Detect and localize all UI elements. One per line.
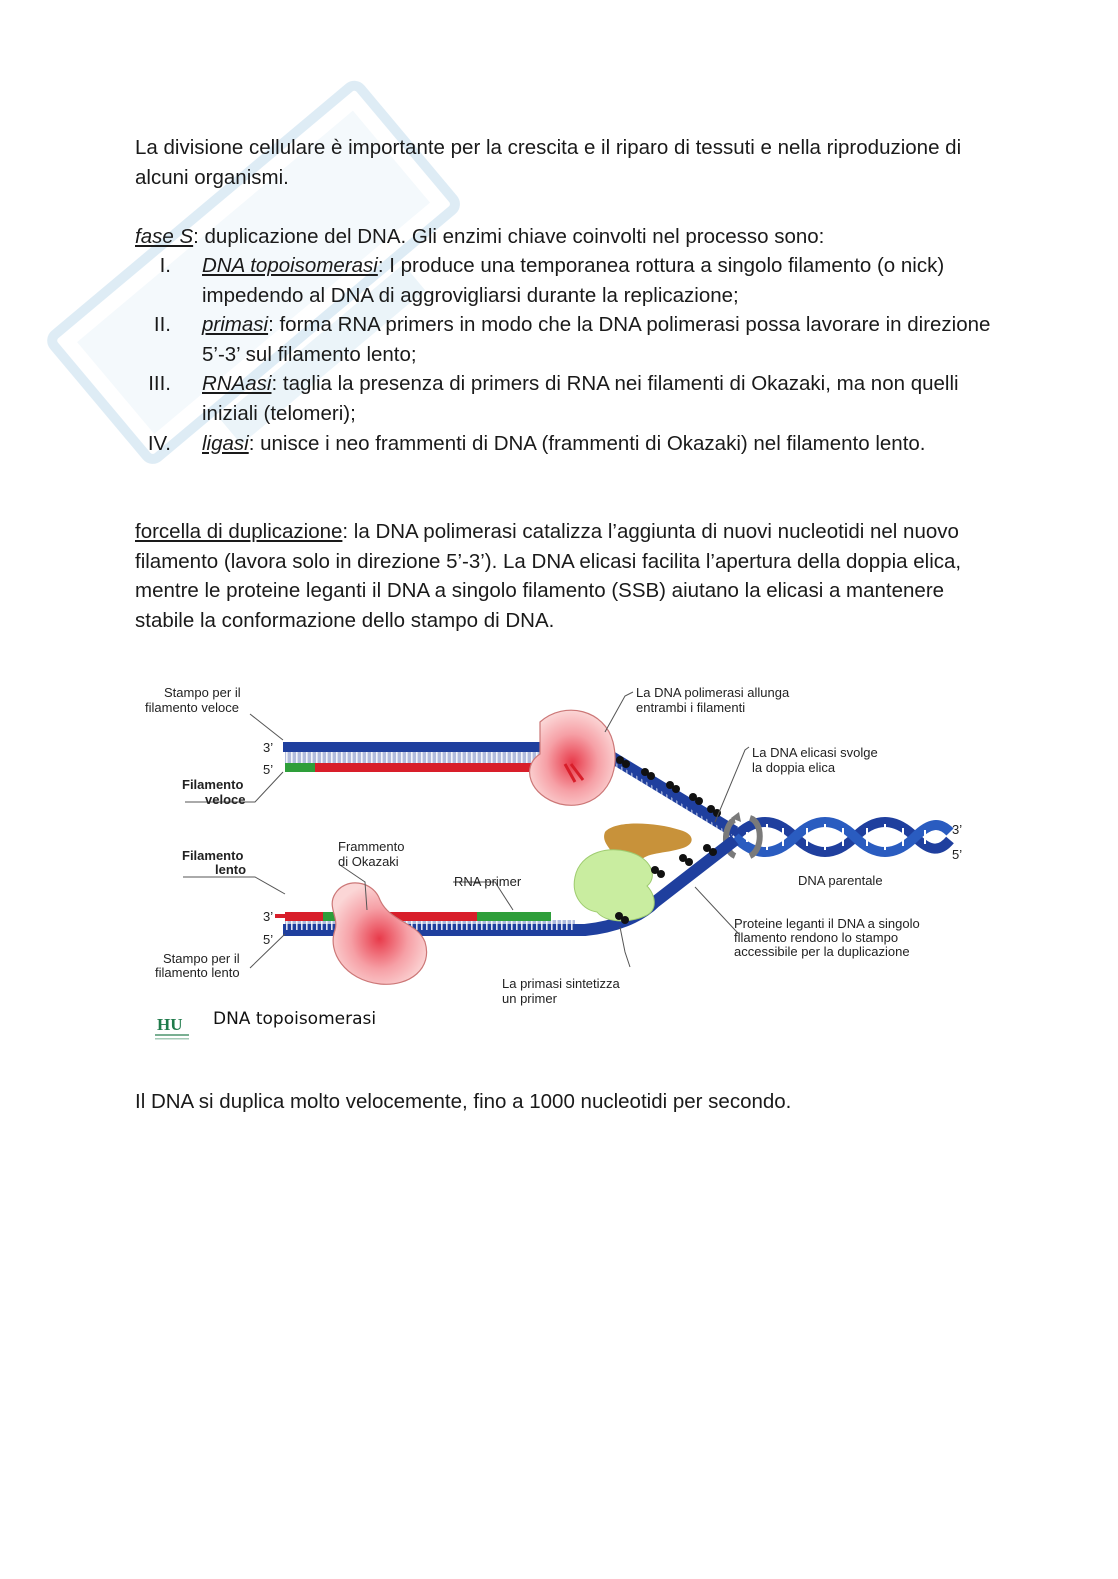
replication-fork-diagram — [135, 672, 985, 1047]
label-ssb-1: Proteine leganti il DNA a singolo — [734, 916, 920, 931]
primer-top — [285, 763, 315, 772]
label-elicasi-2: la doppia elica — [752, 760, 836, 775]
end-5-right: 5’ — [952, 847, 963, 862]
list-item — [135, 429, 995, 459]
enzyme-term: primasi — [202, 313, 269, 337]
base-pairs-top — [285, 752, 545, 764]
list-number: II. — [153, 313, 171, 337]
enzyme-text: : I produce una temporanea rottura a singolo filamento (o nick) impedendo al DNA di aggrovigliarsi durante la replicazione; — [202, 254, 945, 307]
label-filamento-lento-2: lento — [215, 862, 247, 877]
label-filamento-lento-1: Filamento — [182, 848, 244, 863]
hu-logo — [155, 1015, 189, 1040]
forcella-term: forcella di duplicazione — [135, 520, 343, 543]
okazaki-fragment-old — [285, 912, 323, 921]
diagram-caption: DNA topoisomerasi — [213, 1009, 377, 1029]
label-ssb-3: accessibile per la duplicazione — [734, 944, 910, 959]
list-item — [135, 310, 995, 369]
label-stampo-veloce-2: filamento veloce — [145, 700, 239, 715]
final-paragraph: Il DNA si duplica molto velocemente, fino a 1000 nucleotidi per secondo. — [135, 1090, 792, 1113]
fase-s-term: fase S — [135, 225, 194, 248]
parental-dna-helix — [726, 812, 950, 856]
label-primasi-2: un primer — [502, 991, 557, 1006]
enzyme-text: : unisce i neo frammenti di DNA (frammenti di Okazaki) nel filamento lento. — [248, 431, 926, 455]
intro-paragraph: La divisione cellulare è importante per la crescita e il riparo di tessuti e nella riproduzione di alcuni organismi. — [135, 136, 962, 189]
label-polimerasi-2: entrambi i filamenti — [636, 700, 746, 715]
list-item — [135, 251, 995, 310]
fase-s-paragraph — [135, 222, 995, 252]
list-number: IV. — [147, 431, 171, 455]
dna-polymerase-bottom — [332, 883, 426, 984]
enzyme-list — [135, 251, 995, 458]
label-stampo-lento-2: filamento lento — [155, 965, 240, 980]
base-pairs-bottom — [285, 920, 575, 930]
template-strand-top — [283, 742, 545, 752]
end-3-top: 3’ — [263, 740, 274, 755]
end-5-top: 5’ — [263, 762, 274, 777]
fase-s-text: : duplicazione del DNA. Gli enzimi chiave coinvolti nel processo sono: — [193, 225, 825, 248]
enzyme-term: ligasi — [202, 431, 249, 455]
label-rna-primer: RNA primer — [454, 874, 522, 889]
label-filamento-veloce-1: Filamento — [182, 777, 244, 792]
label-frammento-1: Frammento — [338, 839, 405, 854]
new-strand-top — [315, 763, 545, 772]
hu-logo-text: HU — [157, 1015, 183, 1034]
end-3-bottom: 3’ — [263, 909, 274, 924]
label-dna-parentale: DNA parentale — [798, 873, 883, 888]
end-5-bottom: 5’ — [263, 932, 274, 947]
rna-primer — [477, 912, 551, 921]
enzyme-term: DNA topoisomerasi — [202, 254, 378, 277]
label-primasi-1: La primasi sintetizza — [502, 976, 620, 991]
list-number: III. — [148, 372, 171, 396]
label-stampo-lento-1: Stampo per il — [163, 951, 240, 966]
enzyme-text: : taglia la presenza di primers di RNA nei filamenti di Okazaki, ma non quelli iniziali (telomeri); — [202, 372, 959, 425]
forcella-text: : la DNA polimerasi catalizza l’aggiunta di nuovi nucleotidi nel nuovo filamento (lavora solo in direzione 5’-3’). La DNA elicasi facilita l’apertura della doppia elica, mentre le proteine leganti il DNA a singolo filamento (SSB) aiutano la elicasi a mantenere stabile la conformazione dello stampo di DNA. — [135, 520, 962, 632]
list-item — [135, 369, 995, 428]
primase — [574, 850, 654, 921]
forcella-paragraph — [135, 517, 995, 635]
label-ssb-2: filamento rendono lo stampo — [734, 930, 899, 945]
list-number: I. — [159, 254, 171, 277]
label-elicasi-1: La DNA elicasi svolge — [752, 745, 878, 760]
leading-strand — [283, 742, 735, 838]
label-stampo-veloce-1: Stampo per il — [164, 685, 241, 700]
enzyme-term: RNAasi — [202, 372, 272, 396]
label-filamento-veloce-2: veloce — [205, 792, 246, 807]
end-3-right: 3’ — [952, 822, 963, 837]
label-polimerasi-1: La DNA polimerasi allunga — [636, 685, 790, 700]
enzyme-text: : forma RNA primers in modo che la DNA polimerasi possa lavorare in direzione 5’-3’ sul filamento lento; — [202, 313, 991, 366]
label-frammento-2: di Okazaki — [338, 854, 399, 869]
dna-polymerase-top — [530, 710, 615, 805]
